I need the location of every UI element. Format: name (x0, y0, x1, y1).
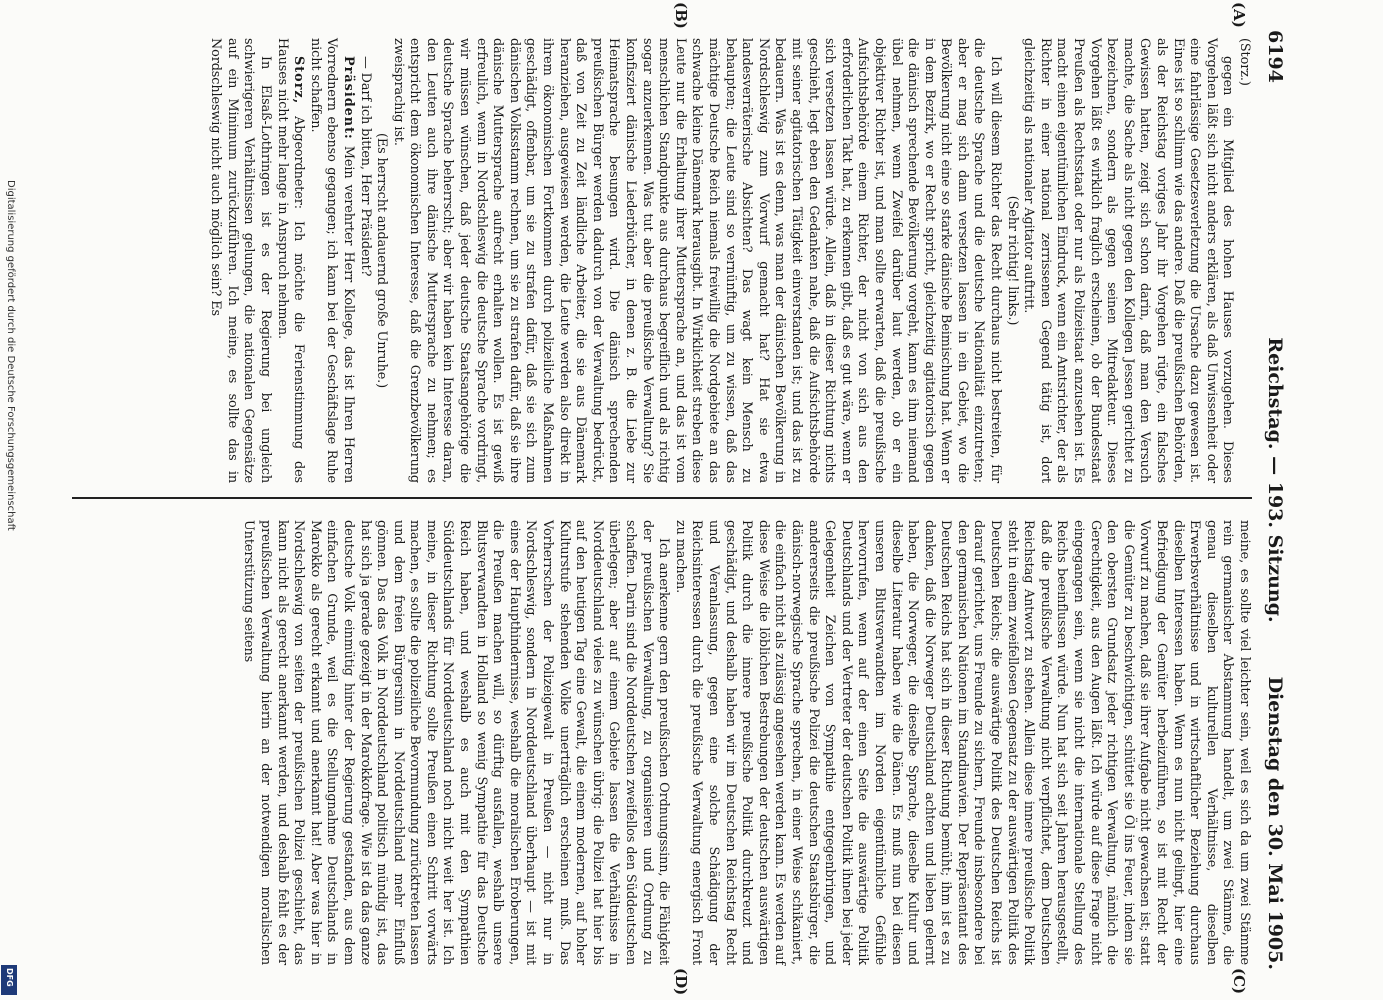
body-paragraph: In Elsaß-Lothringen ist es der Regierung bei ungleich schwierigeren Verhältnissen gelungen, die nationalen Gegensätze auf ein Minimum zurückzuführen. Ich meine, es sollte das in Nordschleswig nicht auch möglich sein? Es (208, 38, 273, 483)
margin-mark-a: (A) (1230, 2, 1248, 28)
speech-text: Mein verehrter Herr Kollege, das ist Ihren Herren Vorrednern ebenso gegangen; ich kann bei der Geschäftslage Ruhe nicht schaffen. (307, 38, 356, 484)
digitization-credit-text: Digitalisierung gefördert durch die Deutsche Forschungsgemeinschaft (5, 180, 16, 531)
speaker-name: Storz, (291, 56, 307, 105)
session-title: Reichstag. — 193. Sitzung. (1264, 337, 1286, 623)
body-paragraph: gegen ein Mitglied des hohen Hauses vorzugehen. Dieses Vorgehen läßt sich nicht anders erklären, als daß Unwissenheit oder eine fahrlässige Gesetzesverletzung die Ursache dazu gewesen ist. Eines ist so schlimm wie das andere. Daß die preußischen Behörden, als der Reichstag voriges Jahr ihr Vorgehen rügte, ein falsches Gewissen hatten, zeigt sich schon darin, daß man den Versuch machte, die Sache als nicht gegen den Kollegen Jessen gerichtet zu bezeichnen, sondern als gegen seinen Mitredakteur. Dieses Vorgehen läßt es wirklich fraglich erscheinen, ob der Bundesstaat Preußen als Rechtsstaat oder nur als Polizeistaat anzusehen ist. Es macht einen eigentümlichen Eindruck, wenn ein Amtsrichter, der als Richter in einer national zerrissenen Gegend tätig ist, dort gleichzeitig als nationaler Agitator auftritt. (1021, 38, 1236, 483)
interjection: (Es herrscht andauernd große Unruhe.) (374, 132, 390, 389)
dfg-logo-text: DFG (5, 968, 14, 987)
dfg-logo (1, 965, 17, 995)
margin-mark-c: (C) (1230, 968, 1248, 995)
speech-text: Abgeordneter: Ich möchte die Ferienstimmung des Hauses nicht mehr lange in Anspruch nehmen. (274, 38, 307, 484)
body-paragraph: — Darf ich bitten, Herr Präsident? (357, 56, 373, 277)
column-divider (72, 497, 1252, 499)
page-number: 6194 (1264, 30, 1286, 83)
body-paragraph: Ich will diesem Richter das Recht durchaus nicht bestreiten, für die deutsche Sprache und die deutsche Nationalität einzutreten; aber er mag sich dann versetzen lassen in ein Gebiet, wo die Bevölkerung nicht eine so starke dänische Beimischung hat. Wenn er in dem Bezirk, wo er Recht spricht, gleichzeitig agitatorisch gegen die dänisch sprechende Bevölkerung vorgeht, kann es ihm niemand übel nehmen, wenn Zweifel darüber laut werden, ob er ein objektiver Richter ist, und man sollte erwarten, daß die preußische Aufsichtsbehörde einem Richter, der nicht von sich aus den erforderlichen Takt hat, zu erkennen gibt, daß es gut wäre, wenn er sich versetzen lassen würde. Allein, daß in dieser Richtung nichts geschieht, legt eben den Gedanken nahe, daß die Aufsichtsbehörde mit seiner agitatorischen Tätigkeit einverstanden ist; und das ist zu bedauern. Was ist es denn, was man der dänischen Bevölkerung in Nordschleswig zum Vorwurf gemacht hat? Hat sie etwa landesverräterische Absichten? Das wagt kein Mensch zu behaupten; die Leute sind so vernünftig, um zu wissen, daß das mächtige Deutsche Reich niemals freiwillig die Nordgebiete an das schwache kleine Dänemark herausgibt. In Wirklichkeit streben diese Leute nur die Erhaltung ihrer Muttersprache an, und das ist vom menschlichen Standpunkte aus durchaus begreiflich und als richtig sogar anzuerkennen. Was tut aber die preußische Verwaltung? Sie konfisziert dänische Liederbücher, in denen z. B. die Liebe zur Heimatsprache besungen wird. Die dänisch sprechenden preußischen Bürger werden dadurch von der Verwaltung bedrückt, daß von Zeit zu Zeit ländliche Arbeiter, die sie aus Dänemark heranziehen, ausgewiesen werden, die Leute werden also direkt in ihrem ökonomischen Fortkommen durch polizeiliche Maßnahmen geschädigt, offenbar, um sie zu strafen dafür, daß sie sich zum dänischen Volksstamm rechnen, um sie zu strafen dafür, daß sie ihre dänische Muttersprache aufrecht erhalten wollen. Es ist gewiß erfreulich, wenn in Nordschleswig die deutsche Sprache vordringt, wir müssen wünschen, daß jeder deutsche Staatsangehörige die deutsche Sprache beherrscht; aber wir haben kein Interesse daran, den Leuten auch ihre dänische Muttersprache zu nehmen; es entspricht dem ökonomischen Interesse, daß die Grenzbevölkerung zweisprachig ist. (390, 38, 1004, 483)
body-paragraph: meine, es sollte viel leichter sein, weil es sich da um zwei Stämme rein germanischer Abstammung handelt, um zwei Stämme, die genau dieselben kulturellen Verhältnisse, dieselben Erwerbsverhältnisse und in wirtschaftlicher Beziehung durchaus dieselben Interessen haben. Wenn es nun nicht gelingt, hier eine Befriedigung der Gemüter herbeizuführen, so ist mit Recht der Vorwurf zu machen, daß sie ihrer Aufgabe nicht gewachsen ist; statt die Gemüter zu beschwichtigen, schüttet sie Öl ins Feuer, indem sie den obersten Grundsatz jeder richtigen Verwaltung, nämlich die Gerechtigkeit, aus den Augen läßt. Ich würde auf diese Frage nicht eingegangen sein, wenn sie nicht die internationale Stellung des Reichs beeinflussen würde. Nun hat sich seit Jahren herausgestellt, daß die preußische Verwaltung nicht verpflichtet, dem Deutschen Reichstag Antwort zu stehen. Allein diese innere preußische Politik steht in einem zweifellosen Gegensatz zu der auswärtigen Politik des Deutschen Reichs; die auswärtige Politik des Deutschen Reichs ist darauf gerichtet, uns Freunde zu sichern, Freunde insbesondere bei den germanischen Nationen im Standinavien. Der Repräsentant des Deutschen Reichs hat sich in dieser Richtung bemüht; ihm ist es zu danken, daß die Norweger Deutschland achten und lieben gelernt haben, die Norweger, die dieselbe Sprache, dieselbe Kultur und dieselbe Literatur haben wie die Dänen. Es muß nun bei diesen unseren Blutsverwandten im Norden eigentümliche Gefühle hervorrufen, wenn auf der einen Seite die auswärtige Politik Deutschlands und der Vertreter der deutschen Politik ihnen bei jeder Gelegenheit Zeichen von Sympathie entgegenbringen, und andererseits die preußische Polizei die deutschen Staatsbürger, die dänisch-norwegische Sprache sprechen, in einer Weise schikaniert, die einfach nicht als zulässig angesehen werden kann. Es werden auf diese Weise die löblichen Bestrebungen der deutschen auswärtigen Politik durch die innere preußische Politik durchkreuzt und geschädigt, und deshalb haben wir im Deutschen Reichstag Recht und Veranlassung, gegen eine solche Schädigung der Reichsinteressen durch die preußische Verwaltung energisch Front zu machen. (672, 520, 1252, 965)
digitization-credit (2, 180, 18, 1000)
text-column-left (32, 38, 1252, 483)
margin-mark-b: (B) (672, 2, 690, 29)
body-paragraph: Ich anerkenne gern den preußischen Ordnungssinn, die Fähigkeit der preußischen Verwaltung, zu organisieren und Ordnung zu schaffen. Darin sind die Norddeutschen zweifellos den Süddeutschen überlegen; aber auf einem Gebiete lassen die Verhältnisse in Norddeutschland vieles zu wünschen übrig: die Polizei hat hier bis auf den heutigen Tag eine Gewalt, die einem modernen, auf hoher Kulturstufe stehenden Volke unerträglich erscheinen muß. Das Vorherrschen der Polizeigewalt in Preußen — nicht nur in Nordschleswig, sondern in Norddeutschland überhaupt — ist mit eines der Haupthindernisse, weshalb die moralischen Eroberungen, die Preußen machen will, so dürftig ausfallen, weshalb unsere Blutsverwandten in Holland so wenig Sympathie für das Deutsche Reich haben, und weshalb es auch mit den Sympathien Süddeutschlands für Norddeutschland noch nicht weit her ist. Ich meine, in dieser Richtung sollte Preußen einen Schritt vorwärts machen, es sollte die polizeiliche Bevormundung zurücktreten lassen und dem freien Bürgersinn in Norddeutschland mehr Einfluß gönnen. Das das Volk in Norddeutschland politisch mündig ist, das hat sich ja gerade gezeigt in der Marokkofrage. Wie ist da das ganze deutsche Volk einmütig hinter der Regierung gestanden, aus dem einfachen Grunde, weil es die Stellungnahme Deutschlands in Marokko als gerecht erkannt und anerkannt hat! Aber was hier in Nordschleswig von seiten der preußischen Polizei geschieht, das kann nicht als gerecht anerkannt werden, und deshalb fehlt es der preußischen Verwaltung hierin an der notwendigen moralischen Unterstützung seitens (241, 520, 672, 965)
text-column-right (32, 520, 1252, 965)
running-header (1252, 30, 1292, 970)
speech-paragraph (306, 38, 356, 483)
session-date: Dienstag den 30. Mai 1905. (1264, 676, 1286, 970)
body-paragraph: (Storz.) (1237, 38, 1252, 86)
speech-paragraph (273, 38, 306, 483)
interjection: (Sehr richtig! links.) (1004, 195, 1020, 326)
margin-mark-d: (D) (672, 968, 690, 996)
speaker-name: Präsident: (340, 56, 356, 140)
